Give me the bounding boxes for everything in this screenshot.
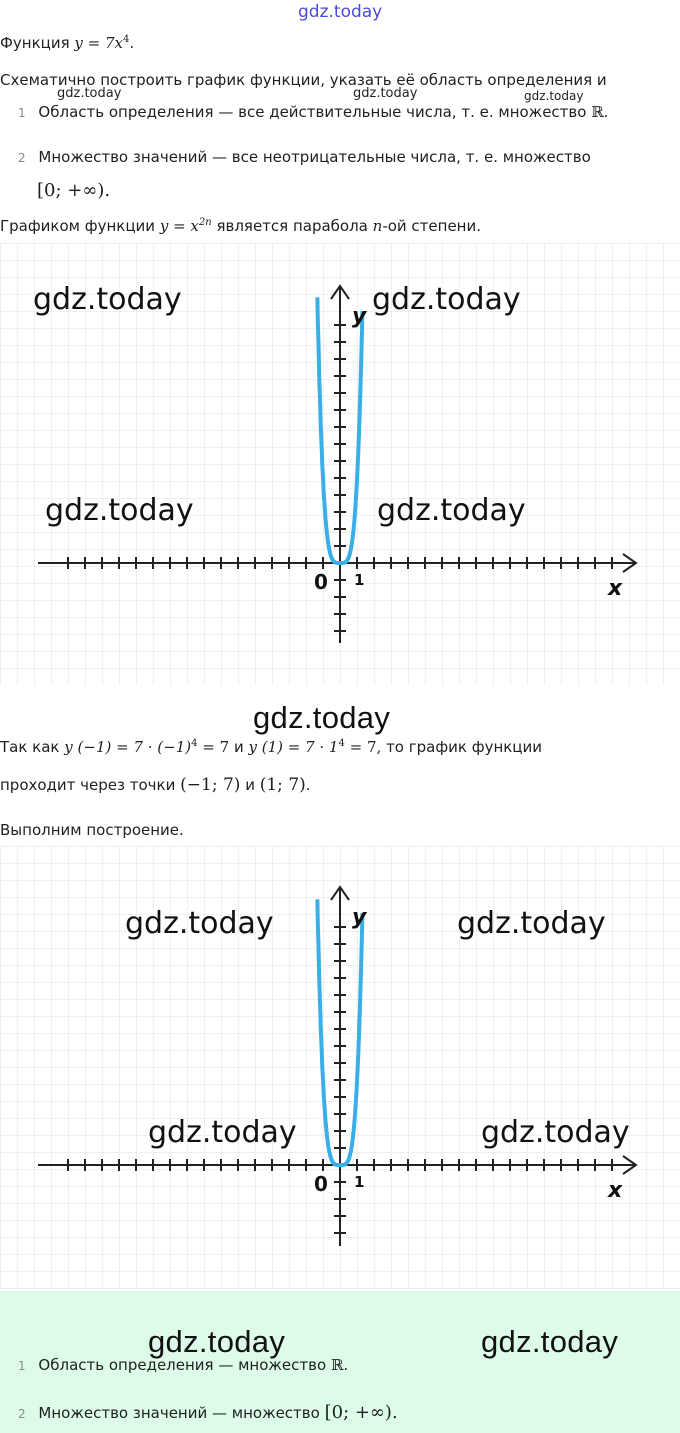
y-axis-label: y: [352, 905, 367, 930]
calc-prefix: Так как: [0, 738, 60, 756]
watermark-graph1-4: gdz.today: [377, 493, 526, 528]
unit-label: 1: [354, 571, 365, 589]
graph-sentence: [0, 217, 481, 235]
task-text: Схематично построить график функции, указать её область определения и: [0, 71, 607, 89]
sentence-formula: y = x: [159, 217, 199, 235]
watermark-graph1-1: gdz.today: [33, 282, 182, 317]
origin-label: 0: [314, 1172, 328, 1196]
calc-expr-1: y (−1) = 7 · (−1): [64, 738, 192, 756]
list-item: [18, 103, 608, 121]
watermark-graph1-3: gdz.today: [45, 493, 194, 528]
heading-exp: 4: [123, 34, 130, 45]
calc-line-1: [0, 738, 542, 756]
watermark-between: gdz.today: [253, 700, 391, 735]
calc-exp-2: 4: [338, 738, 345, 749]
watermark-small-2: gdz.today: [353, 86, 418, 101]
watermark-small-1: gdz.today: [57, 86, 122, 101]
calc-and: и: [233, 738, 244, 756]
watermark-graph2-3: gdz.today: [148, 1115, 297, 1150]
reals-symbol: ℝ: [330, 1356, 344, 1374]
watermark-answer-1: gdz.today: [148, 1324, 286, 1359]
list-tail: .: [603, 103, 609, 121]
y-axis-label: y: [352, 304, 367, 329]
build-text: Выполним построение.: [0, 821, 184, 839]
list-number: 2: [18, 1407, 26, 1421]
answer-item: [18, 1402, 398, 1423]
watermark-top: gdz.today: [298, 2, 383, 22]
point-2: (1; 7): [259, 775, 306, 795]
watermark-graph2-2: gdz.today: [457, 906, 606, 941]
answer-interval: [0; +∞): [324, 1402, 392, 1423]
sentence-mid: является парабола: [216, 217, 368, 235]
answer-text: Область определения — множество: [38, 1356, 327, 1374]
sentence-n: n: [372, 217, 383, 235]
answer-block: [0, 1291, 680, 1433]
sentence-exp: 2n: [198, 217, 212, 228]
calc-line2-prefix: проходит через точки: [0, 776, 176, 794]
calc-expr-2: y (1) = 7 · 1: [248, 738, 339, 756]
interval-value: [0; +∞): [37, 180, 105, 201]
answer-item: [18, 1356, 348, 1374]
list-number: 1: [18, 106, 26, 120]
calc-line-2: [0, 775, 311, 795]
calc-eq-1: = 7: [202, 738, 230, 756]
sentence-prefix: Графиком функции: [0, 217, 156, 235]
calc-exp-1: 4: [191, 738, 198, 749]
calc-line2-suffix: .: [305, 776, 311, 794]
range-interval: [37, 180, 110, 201]
watermark-graph2-4: gdz.today: [481, 1115, 630, 1150]
heading-formula: y = 7x: [74, 34, 124, 52]
list-number: 1: [18, 1359, 26, 1373]
heading-prefix: Функция: [0, 34, 70, 52]
x-axis-label: x: [608, 576, 623, 601]
watermark-graph2-1: gdz.today: [125, 906, 274, 941]
heading-suffix: .: [129, 34, 135, 52]
unit-label: 1: [354, 1173, 365, 1191]
function-heading: [0, 34, 134, 52]
list-number: 2: [18, 151, 26, 165]
list-text: Область определения — все действительные числа, т. е. множество: [38, 103, 587, 121]
x-axis-label: x: [608, 1178, 623, 1203]
list-item: [18, 148, 591, 166]
watermark-small-3: gdz.today: [524, 89, 584, 103]
origin-label: 0: [314, 570, 328, 594]
calc-eq-2: = 7,: [349, 738, 382, 756]
calc-suffix: то график функции: [386, 738, 543, 756]
graph-1: [0, 243, 680, 685]
answer-tail: .: [343, 1356, 349, 1374]
interval-tail: .: [104, 180, 111, 201]
graph-2: [0, 846, 680, 1290]
sentence-suffix: -ой степени.: [382, 217, 482, 235]
watermark-answer-2: gdz.today: [481, 1324, 619, 1359]
answer-tail: .: [391, 1402, 398, 1423]
answer-text: Множество значений — множество: [38, 1404, 320, 1422]
reals-symbol: ℝ: [591, 103, 604, 121]
point-1: (−1; 7): [180, 775, 241, 795]
calc-and-2: и: [245, 776, 255, 794]
list-text: Множество значений — все неотрицательные числа, т. е. множество: [38, 148, 591, 166]
watermark-graph1-2: gdz.today: [372, 282, 521, 317]
